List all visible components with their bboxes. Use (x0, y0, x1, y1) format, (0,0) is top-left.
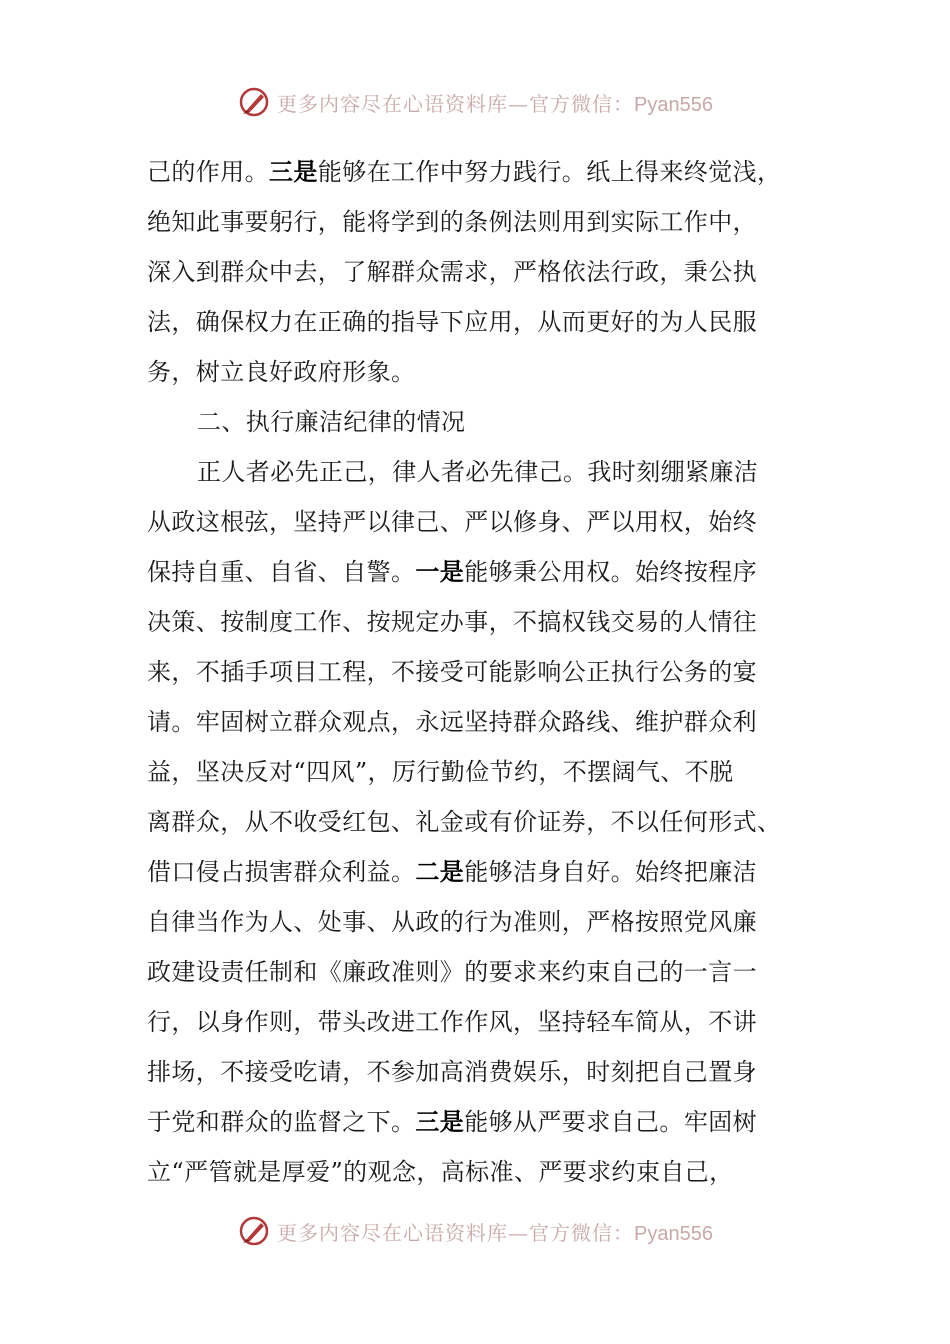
text-line (147, 347, 807, 397)
line-text: 能够在工作中努力践行。纸上得来终觉浅， (317, 158, 782, 186)
line-text: 借口侵占损害群众利益。 (147, 858, 416, 886)
line-text: 保持自重、自省、自警。 (147, 558, 416, 586)
text-line (147, 897, 807, 947)
line-text: 法，确保权力在正确的指导下应用，从而更好的为人民服 (147, 308, 757, 336)
line-text: 能够秉公用权。始终按程序 (464, 558, 758, 586)
text-line (147, 1097, 807, 1147)
text-line (147, 197, 807, 247)
text-line (147, 147, 807, 197)
line-text: 绝知此事要躬行，能将学到的条例法则用到实际工作中， (147, 208, 757, 236)
text-line (147, 497, 807, 547)
bold-marker: 三是 (269, 157, 318, 186)
line-text: 立“严管就是厚爱”的观念，高标准、严要求约束自己， (147, 1158, 734, 1186)
line-text: 请。牢固树立群众观点，永远坚持群众路线、维护群众利 (147, 708, 757, 736)
line-text: 二、执行廉洁纪律的情况 (197, 408, 466, 436)
text-line (147, 297, 807, 347)
watermark-account: Pyan556 (634, 1222, 713, 1245)
line-text: 自律当作为人、处事、从政的行为准则，严格按照党风廉 (147, 908, 757, 936)
line-text: 于党和群众的监督之下。 (147, 1108, 416, 1136)
text-line (147, 997, 807, 1047)
text-line (147, 1147, 807, 1197)
document-body (147, 147, 807, 1197)
text-line (147, 447, 807, 497)
watermark-footer (0, 1209, 950, 1253)
text-line (147, 697, 807, 747)
line-text: 己的作用。 (147, 158, 269, 186)
text-line (147, 847, 807, 897)
line-text: 行，以身作则，带头改进工作作风，坚持轻车简从，不讲 (147, 1008, 757, 1036)
bold-marker: 二是 (415, 857, 465, 886)
line-text: 务，树立良好政府形象。 (147, 358, 416, 386)
watermark-header (0, 80, 950, 124)
pen-nib-logo-icon (237, 85, 271, 119)
watermark-text: 更多内容尽在心语资料库—官方微信：Pyan556 (277, 91, 713, 116)
text-line (147, 797, 807, 847)
line-text: 能够洁身自好。始终把廉洁 (464, 858, 758, 886)
line-text: 离群众，从不收受红包、礼金或有价证券，不以任何形式、 (147, 808, 782, 836)
line-text: 政建设责任制和《廉政准则》的要求来约束自己的一言一 (147, 958, 757, 986)
text-line (147, 597, 807, 647)
line-text: 从政这根弦，坚持严以律己、严以修身、严以用权，始终 (147, 508, 757, 536)
line-text: 正人者必先正己，律人者必先律己。我时刻绷紧廉洁 (197, 458, 759, 486)
line-text: 决策、按制度工作、按规定办事，不搞权钱交易的人情往 (147, 608, 757, 636)
text-line (147, 747, 807, 797)
line-text: 能够从严要求自己。牢固树 (464, 1108, 758, 1136)
text-line (147, 647, 807, 697)
watermark-text: 更多内容尽在心语资料库—官方微信：Pyan556 (277, 1220, 713, 1245)
watermark-account: Pyan556 (634, 93, 713, 116)
text-line (147, 1047, 807, 1097)
bold-marker: 三是 (415, 1107, 465, 1136)
bold-marker: 一是 (415, 557, 465, 586)
pen-nib-logo-icon (237, 1214, 271, 1248)
line-text: 来，不插手项目工程，不接受可能影响公正执行公务的宴 (147, 658, 757, 686)
text-line (147, 547, 807, 597)
line-text: 益，坚决反对“四风”，厉行勤俭节约，不摆阔气、不脱 (147, 758, 734, 786)
text-line (147, 247, 807, 297)
line-text: 排场，不接受吃请，不参加高消费娱乐，时刻把自己置身 (147, 1058, 757, 1086)
text-line (147, 397, 807, 447)
line-text: 深入到群众中去，了解群众需求，严格依法行政，秉公执 (147, 258, 757, 286)
text-line (147, 947, 807, 997)
